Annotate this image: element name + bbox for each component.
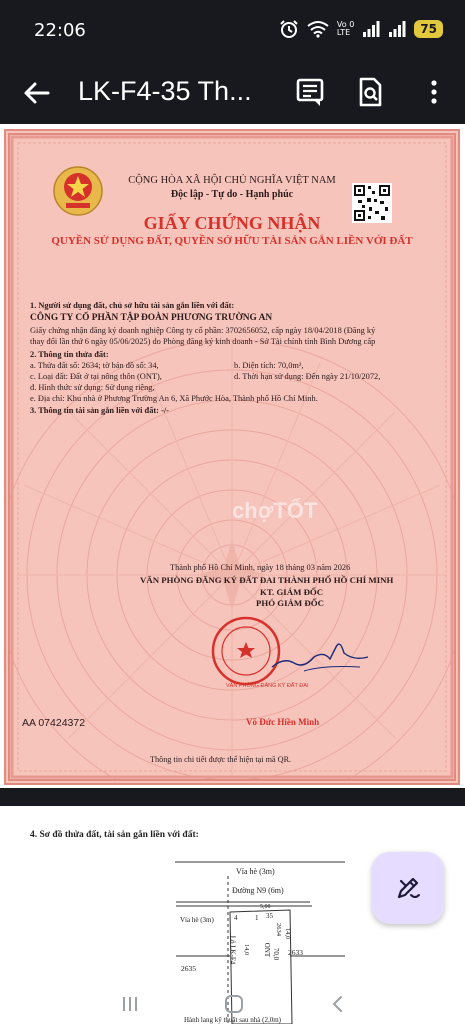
signer-name: Võ Đức Hiền Minh: [246, 717, 320, 727]
lte-top: Vo 0: [336, 20, 355, 29]
back-arrow-icon[interactable]: [20, 76, 54, 110]
certificate-title: GIẤY CHỨNG NHẬN: [143, 213, 321, 233]
label-dim-side-2: 14,0: [243, 943, 251, 956]
label-duong: Đường N9 (6m): [232, 886, 284, 895]
signal-icon-2: [388, 21, 406, 37]
signature: [264, 627, 374, 687]
label-lo: Lô LK-F4: [228, 935, 237, 965]
lte-indicator: [337, 21, 354, 37]
alarm-icon: [279, 19, 299, 39]
label-via-he-left: Vỉa hè (3m): [180, 916, 214, 924]
label-n4: 4: [234, 914, 238, 922]
label-via-he-top: Vỉa hè (3m): [236, 867, 275, 876]
comments-icon[interactable]: [292, 74, 328, 110]
document-page-1: [0, 124, 465, 788]
recents-icon[interactable]: [118, 992, 142, 1016]
serial-number: AA 07424372: [22, 717, 86, 729]
label-lot-code: 2634: [275, 923, 282, 936]
section-4-heading: 4. Sơ đồ thửa đất, tài sản gắn liền với đất:: [30, 830, 199, 840]
parcel-e: e. Địa chỉ: Khu nhà ở Phương Trường An 6, Xã Phước Hòa, Thành phố Hồ Chí Minh.: [30, 394, 318, 403]
parcel-a: a. Thửa đất số: 2634; tờ bản đồ số: 34,: [30, 361, 159, 370]
signal-icon: [362, 21, 380, 37]
issue-date: Thành phố Hồ Chí Minh, ngày 18 tháng 03 năm 2026: [170, 563, 351, 572]
owner-desc-2: thay đổi lần thứ 6 ngày 05/06/2025) do Phòng đăng ký kinh doanh - Sở Tài chính tỉnh Bình Dương cấp: [30, 337, 376, 346]
deputy-director: PHÓ GIÁM ĐỐC: [256, 598, 324, 608]
header-line-2: Độc lập - Tự do - Hạnh phúc: [170, 189, 294, 200]
certificate-subtitle: QUYỀN SỬ DỤNG ĐẤT, QUYỀN SỞ HỮU TÀI SẢN GẮN LIỀN VỚI ĐẤT: [51, 235, 413, 247]
search-doc-icon[interactable]: [352, 74, 388, 110]
owner-name: CÔNG TY CỔ PHẦN TẬP ĐOÀN PHƯƠNG TRƯỜNG AN: [30, 313, 273, 323]
label-n1: 1: [255, 914, 259, 922]
watermark: chợTỐT: [232, 498, 318, 523]
parcel-dd: đ. Hình thức sử dụng: Sử dụng riêng,: [30, 383, 155, 392]
document-title: LK-F4-35 Th...: [78, 76, 252, 106]
label-neighbor-right: 2633: [288, 948, 303, 957]
stamp-text: VĂN PHÒNG ĐĂNG KÝ ĐẤT ĐAI: [226, 683, 309, 689]
back-nav-icon[interactable]: [326, 992, 350, 1016]
edit-pen-icon: [393, 873, 423, 903]
label-lot-ont: ONT: [263, 942, 272, 958]
label-lot-number: 35: [266, 912, 273, 920]
label-dim-side: 14,0: [284, 927, 292, 940]
lte-bottom: LTE: [336, 28, 351, 37]
label-hanh-lang: Hành lang kỹ thuật sau nhà (2,0m): [184, 1016, 282, 1024]
section-1-heading: 1. Người sử dụng đất, chủ sở hữu tài sản gắn liền với đất:: [30, 301, 235, 310]
more-vert-icon[interactable]: [416, 74, 452, 110]
section-3-heading: 3. Thông tin tài sản gắn liền với đất: -/-: [30, 406, 169, 415]
system-nav-bar: [0, 982, 465, 1024]
kt-director: KT. GIÁM ĐỐC: [260, 587, 324, 597]
status-icons: [279, 19, 443, 39]
section-2-heading: 2. Thông tin thửa đất:: [30, 350, 109, 359]
issuing-office: VĂN PHÒNG ĐĂNG KÝ ĐẤT ĐAI THÀNH PHỐ HỒ CHÍ MINH: [140, 575, 394, 585]
parcel-d: d. Thời hạn sử dụng: Đến ngày 21/10/2072,: [234, 372, 381, 381]
status-bar: [0, 0, 465, 62]
status-time: 22:06: [34, 20, 86, 41]
certificate: [4, 129, 460, 785]
owner-desc-1: Giấy chứng nhận đăng ký doanh nghiệp Công ty cổ phần: 3702656052, cấp ngày 18/04/2018 (Đăng ký: [30, 326, 376, 335]
parcel-c: c. Loại đất: Đất ở tại nông thôn (ONT),: [30, 372, 162, 381]
battery-indicator: 75: [414, 20, 443, 38]
parcel-b: b. Diện tích: 70,0m²,: [234, 361, 304, 370]
label-lot-area: 70,0: [272, 947, 281, 961]
app-bar: [0, 62, 465, 124]
wifi-icon: [307, 20, 329, 38]
label-neighbor-left: 2635: [181, 964, 196, 973]
label-dim-top: 5,00: [260, 904, 271, 910]
certificate-footer: Thông tin chi tiết được thể hiện tại mã QR.: [150, 755, 292, 764]
home-icon[interactable]: [222, 992, 246, 1016]
header-line-1: CỘNG HÒA XÃ HỘI CHỦ NGHĨA VIỆT NAM: [128, 175, 336, 186]
edit-fab-button[interactable]: [372, 852, 444, 924]
